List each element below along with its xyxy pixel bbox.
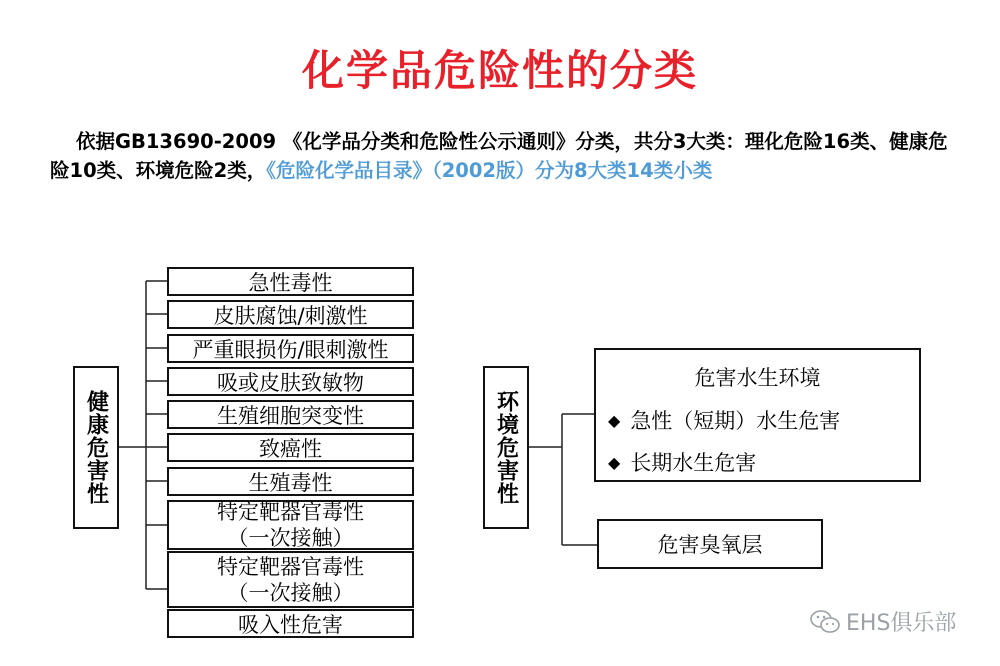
aquatic-hazard-box <box>594 348 921 482</box>
diamond-bullet-icon: ◆ <box>608 453 621 472</box>
wechat-icon <box>810 609 840 635</box>
watermark <box>810 606 956 637</box>
bullet-text: 长期水生危害 <box>630 451 757 475</box>
diamond-bullet-icon: ◆ <box>608 411 621 430</box>
watermark-text: EHS俱乐部 <box>846 611 957 636</box>
health-item: 吸或皮肤致敏物 <box>167 367 414 396</box>
environment-hazard-label: 环境危害性 <box>493 390 519 505</box>
page-title: 化学品危险性的分类 <box>301 46 698 95</box>
health-item-multiline <box>167 500 414 550</box>
intro-highlight: 《危险化学品目录》（2002版）分为8大类14类小类 <box>266 159 713 182</box>
health-hazard-label-box <box>73 366 119 529</box>
bullet-text: 急性（短期）水生危害 <box>630 409 841 433</box>
health-item-line: 特定靶器官毒性 <box>217 500 364 524</box>
intro-text: 依据GB13690-2009 《化学品分类和危险性公示通则》分类，共分3大类：理化危险16类、健康危险10类、环境危险2类， <box>50 130 948 182</box>
health-item-line: （一次接触） <box>227 526 354 550</box>
health-item: 生殖毒性 <box>167 467 414 496</box>
ozone-hazard-box: 危害臭氧层 <box>597 519 823 569</box>
health-item-line: 特定靶器官毒性 <box>217 554 364 579</box>
environment-hazard-label-box <box>483 366 529 529</box>
health-item: 严重眼损伤/眼刺激性 <box>167 334 414 363</box>
health-item: 吸入性危害 <box>167 609 414 638</box>
aquatic-bullet-acute <box>608 405 840 435</box>
health-item-line: （一次接触） <box>227 580 354 605</box>
health-hazard-label: 健康危害性 <box>83 390 109 505</box>
health-item: 致癌性 <box>167 433 414 462</box>
health-item: 生殖细胞突变性 <box>167 400 414 429</box>
health-item: 皮肤腐蚀/刺激性 <box>167 300 414 329</box>
aquatic-bullet-chronic <box>608 447 756 477</box>
aquatic-hazard-title: 危害水生环境 <box>694 366 821 390</box>
health-item-multiline <box>167 551 414 608</box>
health-item: 急性毒性 <box>167 267 414 296</box>
